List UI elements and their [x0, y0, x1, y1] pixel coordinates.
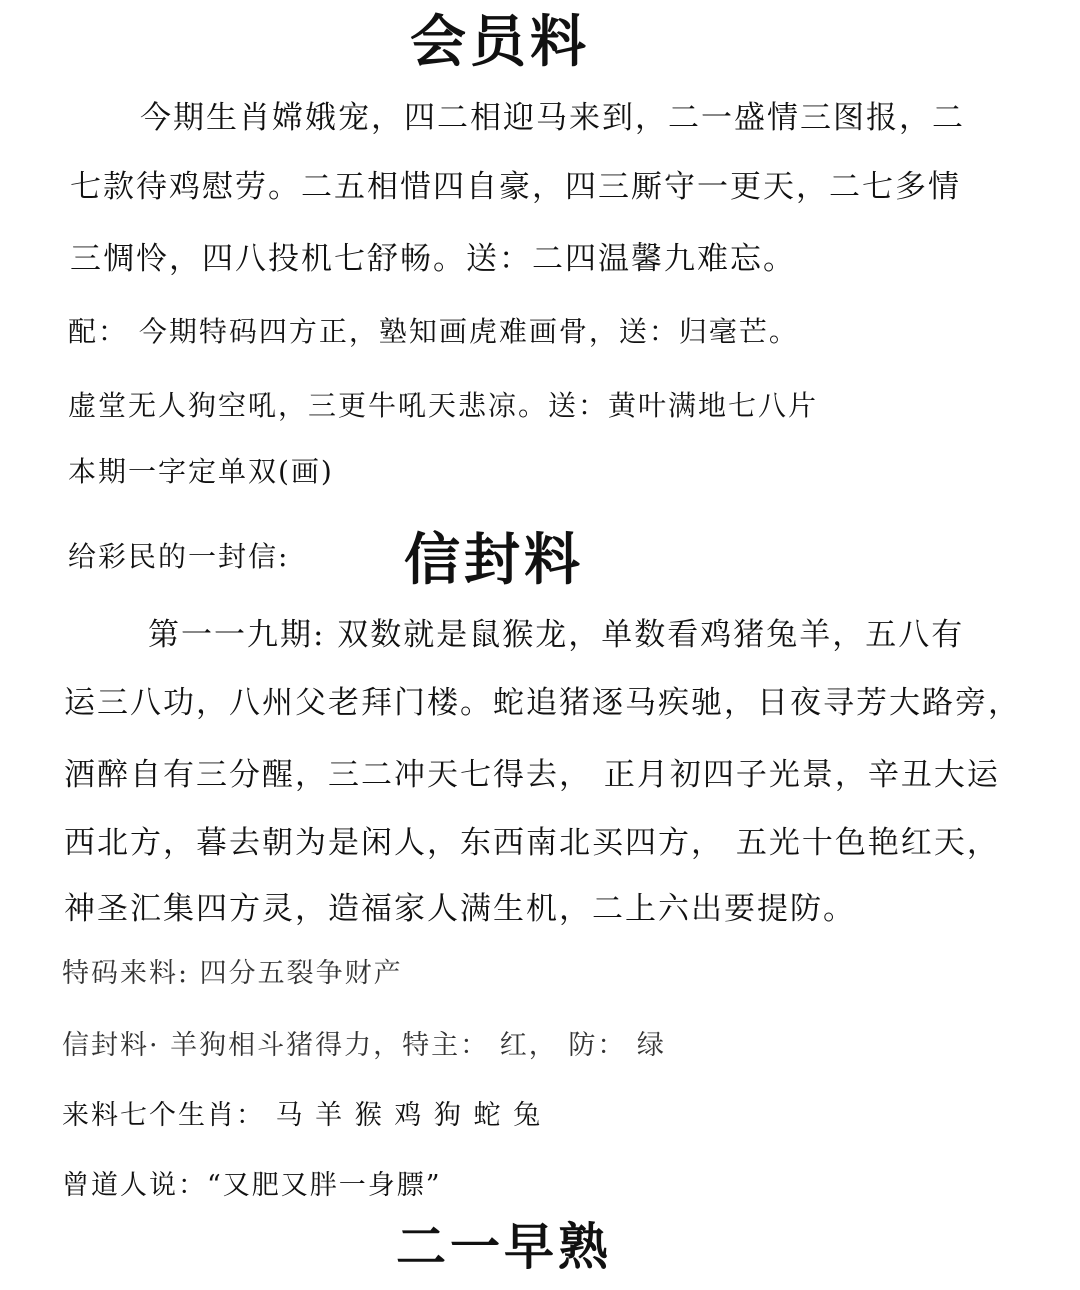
line-tema: 特码来料: 四分五裂争财产: [62, 958, 403, 989]
line-zeng: 曾道人说：“又肥又胖一身膘”: [62, 1170, 442, 1201]
line-qige: 来料七个生肖： 马 羊 猴 鸡 狗 蛇 兔: [62, 1100, 543, 1131]
para2-line-5: 神圣汇集四方灵，造福家人满生机，二上六出要提防。: [64, 891, 856, 927]
para1-line-2: 七款待鸡慰劳。二五相惜四自豪，四三厮守一更天，二七多情: [70, 169, 961, 205]
para2-line-3: 酒醉自有三分醒，三二冲天七得去， 正月初四子光景，辛丑大运: [64, 757, 1000, 793]
title-huiyuanliao: 会员料: [410, 9, 590, 75]
para2-line-2: 运三八功，八州父老拜门楼。蛇追猪逐马疾驰，日夜寻芳大路旁，: [64, 685, 1021, 721]
para2-line-1: 第一一九期: 双数就是鼠猴龙，单数看鸡猪兔羊，五八有: [148, 617, 965, 653]
line-yizi: 本期一字定单双(画): [68, 455, 334, 488]
line-xinfeng: 信封料· 羊狗相斗猪得力，特主： 红， 防： 绿: [62, 1030, 666, 1061]
title-xinfengliao: 信封料: [404, 527, 584, 593]
letter-prefix: 给彩民的一封信:: [68, 540, 290, 573]
title-eryizaoshu: 二一早熟: [396, 1217, 612, 1276]
para1-line-3: 三惆怜，四八投机七舒畅。送：二四温馨九难忘。: [70, 241, 796, 277]
line-pei: 配： 今期特码四方正，塾知画虎难画骨，送：归毫芒。: [68, 315, 799, 348]
para1-line-1: 今期生肖嫦娥宠，四二相迎马来到，二一盛情三图报，二: [140, 100, 965, 136]
line-xutang: 虚堂无人狗空吼，三更牛吼天悲凉。送：黄叶满地七八片: [68, 389, 819, 422]
para2-line-4: 西北方，暮去朝为是闲人，东西南北买四方， 五光十色艳红天，: [64, 825, 1000, 861]
